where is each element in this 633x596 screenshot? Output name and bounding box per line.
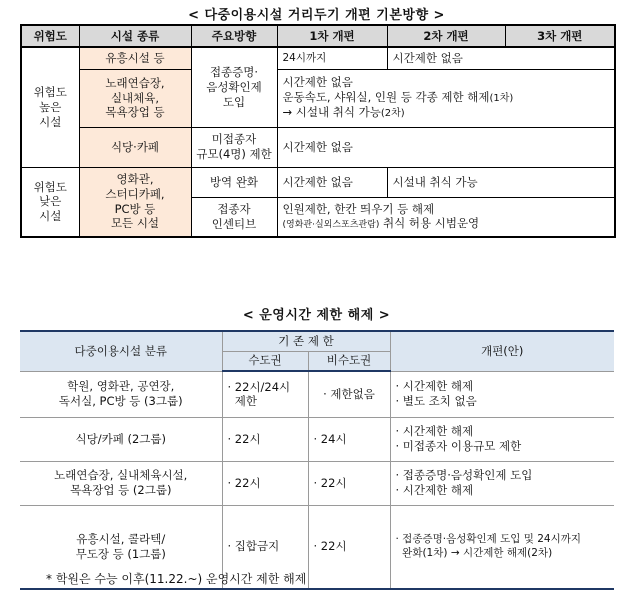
- header-capital: 수도권: [222, 351, 308, 371]
- phase1-low-risk: 시간제한 없음: [277, 167, 387, 197]
- phase-karaoke-gym: [277, 69, 615, 127]
- noncapital-cell: · 제한없음: [308, 371, 390, 417]
- phase23-entertainment: 시간제한 없음: [387, 47, 615, 69]
- capital-cell: · 22시: [222, 417, 308, 461]
- plan-cell: · 시간제한 해제 · 미접종자 이용규모 제한: [390, 417, 614, 461]
- karaoke-line2: 운동속도, 샤워실, 인원 등 각종 제한 해제(1차): [282, 89, 514, 104]
- facility-karaoke-gym: 노래연습장, 실내체육, 목욕장업 등: [79, 69, 191, 127]
- distancing-reform-table: [20, 24, 616, 238]
- karaoke-line3: → 시설내 취식 가능(2차): [282, 105, 405, 120]
- category-cell: 식당/카페 (2그룹): [20, 417, 222, 461]
- plan-cell: · 시간제한 해제 · 별도 조치 없음: [390, 371, 614, 417]
- header-phase1: 1차 개편: [277, 25, 387, 47]
- karaoke-line1: 시간제한 없음: [282, 74, 353, 89]
- header-plan: 개편(안): [390, 331, 614, 371]
- header-risk: 위험도: [21, 25, 79, 47]
- capital-cell: · 집합금지: [222, 505, 308, 589]
- direction-vaccine-pass: 접종증명· 음성확인제 도입: [191, 47, 277, 127]
- capital-cell: · 22시: [222, 461, 308, 505]
- category-cell: 노래연습장, 실내체육시설, 목욕장업 등 (2그룹): [20, 461, 222, 505]
- plan-cell: · 접종증명·음성확인제 도입 · 시간제한 해제: [390, 461, 614, 505]
- noncapital-cell: · 22시: [308, 505, 390, 589]
- header-category: 다중이용시설 분류: [20, 331, 222, 371]
- high-risk-label: 위험도 높은 시설: [21, 47, 79, 167]
- phase23-low-risk: 시설내 취식 가능: [387, 167, 615, 197]
- phase1-entertainment: 24시까지: [277, 47, 387, 69]
- incentive-line2: (영화관·실외스포츠관람) 취식 허용 시범운영: [282, 216, 480, 231]
- direction-eased: 방역 완화: [191, 167, 277, 197]
- low-risk-label: 위험도 낮은 시설: [21, 167, 79, 237]
- facility-restaurant-cafe: 식당·카페: [79, 127, 191, 167]
- table-row: [20, 417, 614, 461]
- table-row: [20, 461, 614, 505]
- direction-unvaccinated-limit: 미접종자 규모(4명) 제한: [191, 127, 277, 167]
- facility-cinema-pc: 영화관, 스터디카페, PC방 등 모든 시설: [79, 167, 191, 237]
- table-row: [20, 371, 614, 417]
- header-phase2: 2차 개편: [387, 25, 505, 47]
- section2-title: < 운영시간 제한 해제 >: [242, 308, 391, 323]
- phase-incentive: [277, 197, 615, 237]
- header-phase3: 3차 개편: [505, 25, 615, 47]
- plan-cell: · 접종증명·음성확인제 도입 및 24시까지 완화(1차) → 시간제한 해제(2차): [390, 505, 614, 589]
- facility-entertainment: 유흥시설 등: [79, 47, 191, 69]
- header-noncapital: 비수도권: [308, 351, 390, 371]
- category-cell: 학원, 영화관, 공연장, 독서실, PC방 등 (3그룹): [20, 371, 222, 417]
- operating-hours-table: [20, 330, 614, 590]
- section1-title: < 다중이용시설 거리두기 개편 기본방향 >: [188, 8, 445, 23]
- footnote: * 학원은 수능 이후(11.22.~) 운영시간 제한 해제: [46, 572, 307, 586]
- capital-cell: · 22시/24시 제한: [222, 371, 308, 417]
- incentive-line1: 인원제한, 한칸 띄우기 등 해제: [282, 201, 435, 216]
- header-direction: 주요방향: [191, 25, 277, 47]
- noncapital-cell: · 24시: [308, 417, 390, 461]
- phase-restaurant-cafe: 시간제한 없음: [277, 127, 615, 167]
- header-facility: 시설 종류: [79, 25, 191, 47]
- noncapital-cell: · 22시: [308, 461, 390, 505]
- header-existing: 기 존 제 한: [222, 331, 390, 351]
- category-cell: 유흥시설, 콜라텍/ 무도장 등 (1그룹): [20, 505, 222, 589]
- direction-incentive: 접종자 인센티브: [191, 197, 277, 237]
